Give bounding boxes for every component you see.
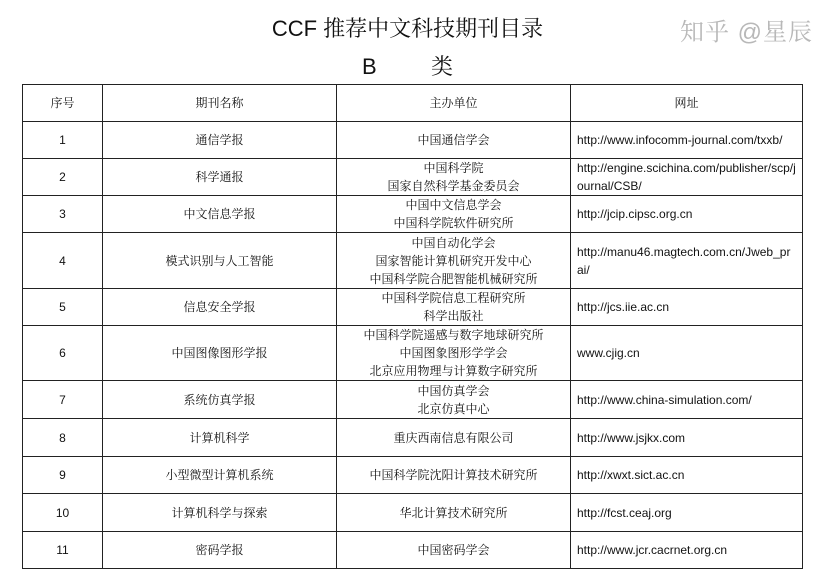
page-title: CCF 推荐中文科技期刊目录 xyxy=(271,16,544,41)
sponsor-orgs xyxy=(337,494,571,532)
row-number: 6 xyxy=(23,326,103,381)
journal-table xyxy=(22,84,803,569)
journal-name: 计算机科学与探索 xyxy=(103,494,337,532)
table-row xyxy=(23,326,803,381)
journal-url[interactable]: http://jcip.cipsc.org.cn xyxy=(571,196,803,233)
sponsor-orgs xyxy=(337,419,571,457)
row-number: 7 xyxy=(23,381,103,419)
watermark: 知乎 @星辰 xyxy=(680,19,814,46)
table-row xyxy=(23,419,803,457)
journal-name: 密码学报 xyxy=(103,532,337,569)
sponsor-org: 北京仿真中心 xyxy=(417,401,490,416)
sponsor-org: 中国科学院遥感与数字地球研究所 xyxy=(363,328,544,342)
sponsor-orgs xyxy=(337,457,571,494)
journal-name: 中文信息学报 xyxy=(103,196,337,233)
header-org: 主办单位 xyxy=(337,85,571,122)
journal-name: 中国图像图形学报 xyxy=(103,326,337,381)
sponsor-org: 中国科学院信息工程研究所 xyxy=(381,291,526,305)
sponsor-org: 国家智能计算机研究开发中心 xyxy=(375,253,532,268)
sponsor-org: 中国自动化学会 xyxy=(411,235,496,250)
sponsor-org: 中国通信学会 xyxy=(417,133,490,147)
table-row xyxy=(23,233,803,289)
journal-url[interactable]: http://fcst.ceaj.org xyxy=(571,494,803,532)
sponsor-org: 重庆西南信息有限公司 xyxy=(393,430,514,445)
sponsor-org: 中国密码学会 xyxy=(417,543,490,557)
sponsor-orgs xyxy=(337,196,571,233)
sponsor-org: 华北计算技术研究所 xyxy=(399,505,508,520)
sponsor-orgs xyxy=(337,532,571,569)
table-row xyxy=(23,289,803,326)
journal-url[interactable]: http://manu46.magtech.com.cn/Jweb_prai/ xyxy=(571,233,803,289)
row-number: 5 xyxy=(23,289,103,326)
journal-url[interactable]: http://www.jcr.cacrnet.org.cn xyxy=(571,532,803,569)
sponsor-orgs xyxy=(337,159,571,196)
journal-name: 系统仿真学报 xyxy=(103,381,337,419)
sponsor-orgs xyxy=(337,381,571,419)
sponsor-org: 中国科学院合肥智能机械研究所 xyxy=(369,271,538,286)
row-number: 11 xyxy=(23,532,103,569)
table-row xyxy=(23,532,803,569)
header-name: 期刊名称 xyxy=(103,85,337,122)
header-no: 序号 xyxy=(23,85,103,122)
sponsor-org: 中国科学院沈阳计算技术研究所 xyxy=(369,468,538,482)
table-row xyxy=(23,122,803,159)
table-header-row xyxy=(23,85,803,122)
journal-name: 科学通报 xyxy=(103,159,337,196)
journal-url[interactable]: http://jcs.iie.ac.cn xyxy=(571,289,803,326)
row-number: 8 xyxy=(23,419,103,457)
row-number: 3 xyxy=(23,196,103,233)
row-number: 4 xyxy=(23,233,103,289)
journal-name: 小型微型计算机系统 xyxy=(103,457,337,494)
sponsor-org: 中国图象图形学学会 xyxy=(399,346,508,360)
category-letter: B xyxy=(362,54,377,79)
journal-url[interactable]: http://www.infocomm-journal.com/txxb/ xyxy=(571,122,803,159)
journal-url[interactable]: http://xwxt.sict.ac.cn xyxy=(571,457,803,494)
journal-url[interactable]: http://www.jsjkx.com xyxy=(571,419,803,457)
row-number: 10 xyxy=(23,494,103,532)
sponsor-org: 国家自然科学基金委员会 xyxy=(387,179,520,193)
row-number: 2 xyxy=(23,159,103,196)
table-row xyxy=(23,494,803,532)
journal-url[interactable]: http://www.china-simulation.com/ xyxy=(571,381,803,419)
journal-name: 模式识别与人工智能 xyxy=(103,233,337,289)
journal-url[interactable]: http://engine.scichina.com/publisher/scp/journal/CSB/ xyxy=(571,159,803,196)
journal-name: 信息安全学报 xyxy=(103,289,337,326)
header-url: 网址 xyxy=(571,85,803,122)
row-number: 1 xyxy=(23,122,103,159)
sponsor-orgs xyxy=(337,326,571,381)
sponsor-orgs xyxy=(337,122,571,159)
table-row xyxy=(23,381,803,419)
journal-name: 通信学报 xyxy=(103,122,337,159)
table-body xyxy=(23,122,803,569)
sponsor-orgs xyxy=(337,289,571,326)
sponsor-org: 北京应用物理与计算数字研究所 xyxy=(369,364,538,378)
row-number: 9 xyxy=(23,457,103,494)
journal-url[interactable]: www.cjig.cn xyxy=(571,326,803,381)
table-row xyxy=(23,457,803,494)
table-row xyxy=(23,196,803,233)
table-row xyxy=(23,159,803,196)
sponsor-org: 科学出版社 xyxy=(423,309,484,323)
sponsor-org: 中国仿真学会 xyxy=(417,383,490,398)
category-heading xyxy=(0,52,815,82)
sponsor-org: 中国中文信息学会 xyxy=(405,198,502,212)
sponsor-orgs xyxy=(337,233,571,289)
journal-name: 计算机科学 xyxy=(103,419,337,457)
sponsor-org: 中国科学院 xyxy=(423,161,484,175)
sponsor-org: 中国科学院软件研究所 xyxy=(393,216,514,230)
category-word: 类 xyxy=(430,54,453,79)
